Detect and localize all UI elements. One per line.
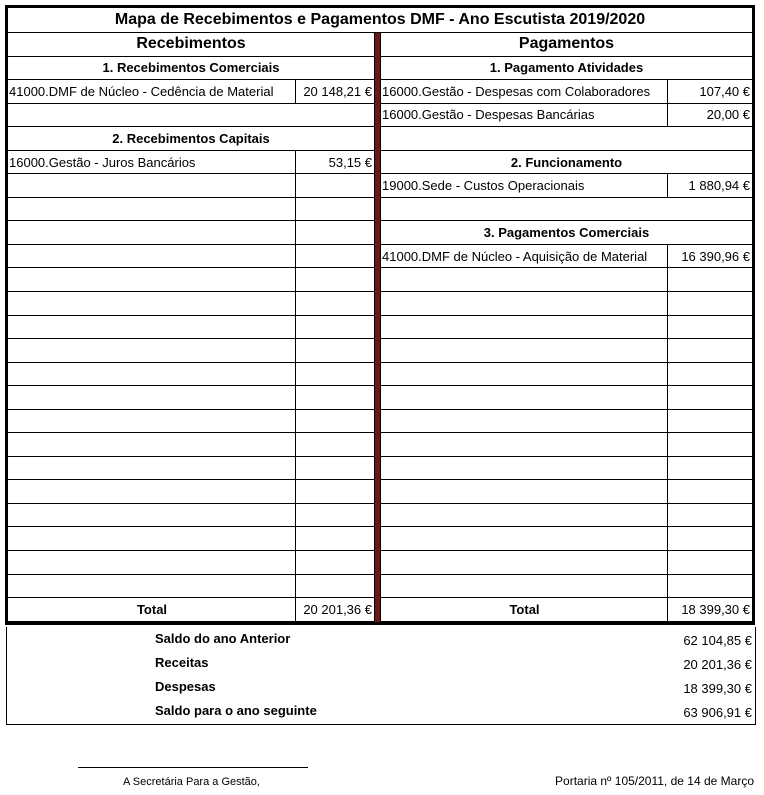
blank-row [381, 551, 752, 575]
blank-row [381, 292, 752, 316]
receipts-total-row [8, 598, 374, 622]
blank-row [8, 457, 374, 481]
item-value [296, 221, 374, 244]
item-value [296, 363, 374, 386]
item-value [296, 316, 374, 339]
item-description [381, 504, 668, 527]
receipts-header: Recebimentos [8, 33, 374, 57]
total-value: 20 201,36 € [303, 601, 372, 617]
item-value [668, 527, 752, 550]
balance-summary [6, 627, 756, 725]
item-value [296, 386, 374, 409]
summary-row [7, 699, 755, 721]
item-description [381, 551, 668, 574]
item-description [8, 363, 296, 386]
table-row [381, 104, 752, 128]
item-description: 16000.Gestão - Despesas Bancárias [381, 104, 668, 127]
summary-value: 18 399,30 € [683, 681, 752, 696]
receipts-column [8, 33, 374, 622]
item-description [8, 268, 296, 291]
item-description [8, 410, 296, 433]
table-row [8, 151, 374, 175]
item-value [296, 268, 374, 291]
item-description [381, 575, 668, 598]
blank-row [381, 386, 752, 410]
summary-row [7, 651, 755, 673]
item-value [668, 551, 752, 574]
table-row [8, 80, 374, 104]
blank-row [8, 316, 374, 340]
item-description [8, 551, 296, 574]
blank-row [381, 127, 752, 151]
item-value: 107,40 € [699, 83, 750, 99]
section-heading: 2. Recebimentos Capitais [8, 127, 374, 151]
item-value [296, 292, 374, 315]
item-value [668, 433, 752, 456]
item-description: 19000.Sede - Custos Operacionais [381, 174, 668, 197]
item-description [381, 292, 668, 315]
item-description: 41000.DMF de Núcleo - Aquisição de Material [381, 245, 668, 268]
item-value: 20 148,21 € [303, 83, 372, 99]
blank-row [8, 292, 374, 316]
total-value: 18 399,30 € [681, 601, 750, 617]
item-description [381, 268, 668, 291]
item-description [8, 575, 296, 598]
summary-value: 62 104,85 € [683, 633, 752, 648]
table-row [381, 80, 752, 104]
item-description [8, 316, 296, 339]
item-description [8, 527, 296, 550]
blank-row [8, 339, 374, 363]
item-value [668, 410, 752, 433]
item-description: 16000.Gestão - Juros Bancários [8, 151, 296, 174]
item-value [668, 316, 752, 339]
blank-row [8, 386, 374, 410]
blank-row [8, 363, 374, 387]
payments-column [381, 33, 752, 622]
blank-row [8, 221, 374, 245]
summary-row [7, 627, 755, 649]
item-value: 1 880,94 € [688, 178, 750, 194]
item-description [8, 245, 296, 268]
item-description [381, 316, 668, 339]
section-heading: 1. Pagamento Atividades [381, 57, 752, 81]
blank-row [8, 174, 374, 198]
item-description [381, 433, 668, 456]
blank-row [8, 480, 374, 504]
blank-row [8, 575, 374, 599]
item-description [8, 504, 296, 527]
item-value [296, 174, 374, 197]
blank-row [381, 504, 752, 528]
summary-value: 63 906,91 € [683, 705, 752, 720]
summary-label: Saldo para o ano seguinte [155, 703, 317, 718]
item-value [668, 363, 752, 386]
item-description [381, 339, 668, 362]
item-description [381, 386, 668, 409]
item-value: 20,00 € [706, 107, 750, 123]
item-value [668, 268, 752, 291]
blank-row [8, 410, 374, 434]
item-description [381, 410, 668, 433]
item-value [296, 410, 374, 433]
blank-row [381, 410, 752, 434]
item-value [668, 292, 752, 315]
item-value [668, 386, 752, 409]
item-value [668, 504, 752, 527]
signature-label: A Secretária Para a Gestão, [123, 776, 260, 788]
item-value [296, 504, 374, 527]
blank-row [381, 363, 752, 387]
item-value [296, 575, 374, 598]
summary-value: 20 201,36 € [683, 657, 752, 672]
item-value [668, 575, 752, 598]
blank-row [8, 268, 374, 292]
item-value [296, 339, 374, 362]
total-label: Total [8, 598, 296, 621]
item-value: 16 390,96 € [681, 248, 750, 264]
item-description [8, 386, 296, 409]
section-heading: 3. Pagamentos Comerciais [381, 221, 752, 245]
item-value [668, 339, 752, 362]
blank-row [381, 339, 752, 363]
total-label: Total [381, 598, 668, 621]
summary-label: Despesas [155, 679, 216, 694]
item-description [381, 480, 668, 503]
item-value [296, 457, 374, 480]
item-description [381, 363, 668, 386]
blank-row [381, 527, 752, 551]
section-heading: 1. Recebimentos Comerciais [8, 57, 374, 81]
item-description: 16000.Gestão - Despesas com Colaboradores [381, 80, 668, 103]
item-description [8, 457, 296, 480]
item-value [296, 245, 374, 268]
blank-row [8, 527, 374, 551]
item-description [381, 527, 668, 550]
item-value [296, 551, 374, 574]
item-description [381, 457, 668, 480]
blank-row [381, 433, 752, 457]
blank-row [381, 457, 752, 481]
item-value [296, 198, 374, 221]
item-value [296, 480, 374, 503]
item-description: 41000.DMF de Núcleo - Cedência de Material [8, 80, 296, 103]
item-value: 53,15 € [328, 154, 372, 170]
blank-row [8, 104, 374, 128]
column-divider [374, 33, 381, 622]
item-description [8, 198, 296, 221]
legal-reference: Portaria nº 105/2011, de 14 de Março [555, 774, 754, 788]
blank-row [381, 480, 752, 504]
item-description [8, 292, 296, 315]
item-description [8, 433, 296, 456]
blank-row [381, 316, 752, 340]
blank-row [381, 575, 752, 599]
item-value [668, 457, 752, 480]
item-description [8, 339, 296, 362]
blank-row [8, 245, 374, 269]
summary-row [7, 675, 755, 697]
item-description [8, 174, 296, 197]
blank-row [8, 551, 374, 575]
blank-row [8, 504, 374, 528]
blank-row [381, 198, 752, 222]
item-description [8, 221, 296, 244]
table-row [381, 245, 752, 269]
blank-row [381, 268, 752, 292]
item-value [668, 480, 752, 503]
summary-label: Receitas [155, 655, 209, 670]
summary-label: Saldo do ano Anterior [155, 631, 291, 646]
item-value [296, 527, 374, 550]
page-title: Mapa de Recebimentos e Pagamentos DMF - Ano Escutista 2019/2020 [8, 8, 752, 33]
payments-header: Pagamentos [381, 33, 752, 57]
signature-line [78, 767, 308, 768]
blank-row [8, 433, 374, 457]
table-row [381, 174, 752, 198]
item-description [8, 480, 296, 503]
item-value [296, 433, 374, 456]
payments-total-row [381, 598, 752, 622]
section-heading: 2. Funcionamento [381, 151, 752, 175]
blank-row [8, 198, 374, 222]
